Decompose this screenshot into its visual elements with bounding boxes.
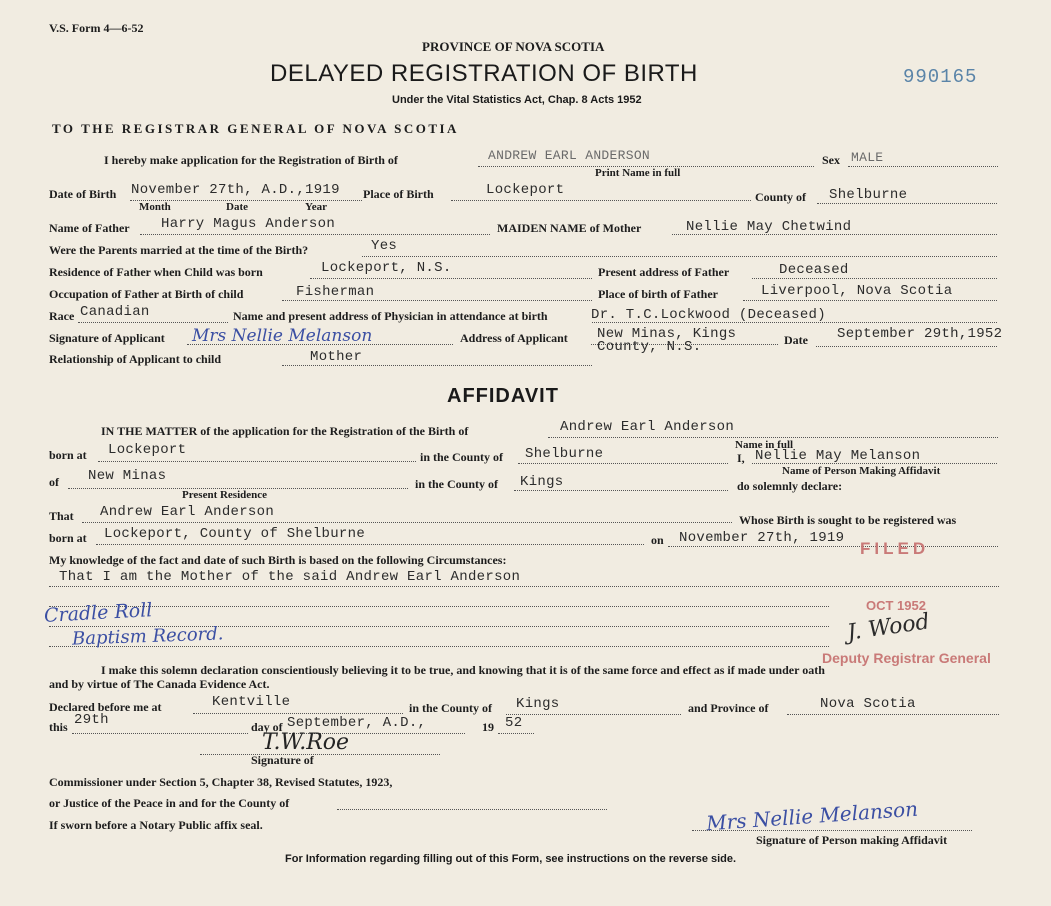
father-birthplace-label: Place of birth of Father <box>598 287 718 301</box>
matter-line <box>548 437 998 438</box>
pob-value: Lockeport <box>486 182 565 198</box>
note-cradle-roll: Cradle Roll <box>43 599 153 627</box>
i-label: I, <box>737 451 745 465</box>
father-line <box>140 234 490 235</box>
date-line <box>816 346 997 347</box>
residence-value: Lockeport, N.S. <box>321 260 452 276</box>
solemnly-label: do solemnly declare: <box>737 479 843 493</box>
county-1-label: in the County of <box>420 450 504 464</box>
present-addr-line <box>752 278 997 279</box>
day-value: 29th <box>74 712 109 728</box>
sex-label: Sex <box>822 153 840 167</box>
present-residence-caption: Present Residence <box>182 489 268 501</box>
occupation-label: Occupation of Father at Birth of child <box>49 287 244 301</box>
affiant-caption: Name of Person Making Affidavit <box>782 465 941 477</box>
declared-at-label: Declared before me at <box>49 700 162 714</box>
this-label: this <box>49 720 68 734</box>
on-value: November 27th, 1919 <box>679 530 845 546</box>
addressee: TO THE REGISTRAR GENERAL OF NOVA SCOTIA <box>52 121 459 136</box>
year-caption: Year <box>305 201 327 213</box>
race-value: Canadian <box>80 304 150 320</box>
county-label: County of <box>755 190 807 204</box>
commissioner-sig-line <box>200 754 440 755</box>
day-line <box>72 733 248 734</box>
serial-number: 990165 <box>903 66 978 88</box>
justice-text: or Justice of the Peace in and for the County of <box>49 796 290 810</box>
print-name-caption: Print Name in full <box>595 167 681 179</box>
date-label: Date <box>784 333 808 347</box>
declaration-line-1: I make this solemn declaration conscientiously believing it to be true, and knowing that it is of the same force and effect as if made under oath <box>101 663 825 677</box>
applicant-addr-line-2: County, N.S. <box>597 339 702 355</box>
relationship-value: Mother <box>310 349 363 365</box>
filed-stamp: FILED <box>860 539 930 558</box>
applicant-addr-line-1: New Minas, Kings <box>597 326 737 342</box>
justice-line <box>337 809 607 810</box>
that-label: That <box>49 509 74 523</box>
signature-label: Signature of Applicant <box>49 331 165 345</box>
signature-of-caption: Signature of <box>251 753 314 767</box>
father-birthplace-value: Liverpool, Nova Scotia <box>761 283 953 299</box>
intro-label: I hereby make application for the Registration of Birth of <box>104 153 398 167</box>
race-line <box>78 322 228 323</box>
county-3-value: Kings <box>516 696 560 712</box>
circumstances-line-1 <box>49 586 999 587</box>
county-2-line <box>514 490 728 491</box>
born-at-2-label: born at <box>49 531 87 545</box>
occupation-value: Fisherman <box>296 284 375 300</box>
county-1-value: Shelburne <box>525 446 604 462</box>
commissioner-signature: T.W.Roe <box>262 730 350 755</box>
year-value: 52 <box>505 715 523 731</box>
relationship-line <box>282 365 592 366</box>
affiant-value: Nellie May Melanson <box>755 448 921 464</box>
form-subtitle: Under the Vital Statistics Act, Chap. 8 Acts 1952 <box>392 94 642 106</box>
footer-note: For Information regarding filling out of this Form, see instructions on the reverse side. <box>285 853 737 865</box>
province-label: and Province of <box>688 701 769 715</box>
notary-text: If sworn before a Notary Public affix seal. <box>49 818 263 832</box>
affiant-sig-line <box>692 830 972 831</box>
county-value: Shelburne <box>829 187 908 203</box>
declaration-line-2: and by virtue of The Canada Evidence Act. <box>49 677 270 691</box>
physician-value: Dr. T.C.Lockwood (Deceased) <box>591 307 826 323</box>
sex-value: MALE <box>851 150 884 165</box>
father-birthplace-line <box>743 300 997 301</box>
occupation-line <box>282 300 592 301</box>
born-at-line <box>98 461 416 462</box>
residence-label: Residence of Father when Child was born <box>49 265 263 279</box>
that-line <box>82 522 732 523</box>
present-addr-label: Present address of Father <box>598 265 730 279</box>
pob-line <box>451 200 751 201</box>
pob-label: Place of Birth <box>363 187 434 201</box>
province-value: Nova Scotia <box>820 696 916 712</box>
applicant-addr-label: Address of Applicant <box>460 331 568 345</box>
county-3-line <box>506 714 681 715</box>
race-label: Race <box>49 309 75 323</box>
affiant-sig-caption: Signature of Person making Affidavit <box>756 833 948 847</box>
month-value: September, A.D., <box>287 715 427 731</box>
province-heading: PROVINCE OF NOVA SCOTIA <box>422 39 605 54</box>
form-id: V.S. Form 4—6-52 <box>49 21 144 35</box>
sex-line <box>848 166 998 167</box>
year-prefix: 19 <box>482 720 494 734</box>
physician-label: Name and present address of Physician in attendance at birth <box>233 309 548 323</box>
name-full-caption: Name in full <box>735 439 794 451</box>
dob-value: November 27th, A.D.,1919 <box>131 182 340 198</box>
month-caption: Month <box>139 201 171 213</box>
of-label: of <box>49 475 59 489</box>
on-line <box>668 546 998 547</box>
date-caption: Date <box>226 201 248 213</box>
commissioner-text: Commissioner under Section 5, Chapter 38, Revised Statutes, 1923, <box>49 775 393 789</box>
present-addr-value: Deceased <box>779 262 849 278</box>
born-at-value: Lockeport <box>108 442 187 458</box>
on-label: on <box>651 533 664 547</box>
county-2-label: in the County of <box>415 477 499 491</box>
residence-line <box>310 278 592 279</box>
of-value: New Minas <box>88 468 167 484</box>
date-value: September 29th,1952 <box>837 326 1003 342</box>
county-line <box>817 203 997 204</box>
circumstances-value: That I am the Mother of the said Andrew Earl Anderson <box>59 569 521 585</box>
that-value: Andrew Earl Anderson <box>100 504 275 520</box>
deputy-signature: J. Wood <box>845 609 932 646</box>
declared-at-value: Kentville <box>212 694 291 710</box>
county-1-line <box>518 463 728 464</box>
child-name-value: ANDREW EARL ANDERSON <box>488 148 651 163</box>
knowledge-label: My knowledge of the fact and date of such Birth is based on the following Circumstances: <box>49 553 507 567</box>
father-value: Harry Magus Anderson <box>161 216 336 232</box>
year-line <box>498 733 534 734</box>
matter-value: Andrew Earl Anderson <box>560 419 735 435</box>
county-2-value: Kings <box>520 474 564 490</box>
affidavit-heading: AFFIDAVIT <box>447 385 559 407</box>
province-line <box>787 714 999 715</box>
relationship-label: Relationship of Applicant to child <box>49 352 222 366</box>
married-label: Were the Parents married at the time of the Birth? <box>49 243 309 257</box>
form-title: DELAYED REGISTRATION OF BIRTH <box>270 60 698 87</box>
born-at-label: born at <box>49 448 87 462</box>
circumstances-line-2 <box>49 606 829 607</box>
declared-at-line <box>193 713 403 714</box>
applicant-signature: Mrs Nellie Melanson <box>192 326 373 346</box>
married-value: Yes <box>371 238 398 254</box>
mother-label: MAIDEN NAME of Mother <box>497 221 642 235</box>
father-label: Name of Father <box>49 221 130 235</box>
stamp-date: OCT 1952 <box>866 598 926 613</box>
married-line <box>362 256 997 257</box>
matter-label: IN THE MATTER of the application for the Registration of the Birth of <box>101 424 469 438</box>
born-at-2-line <box>96 544 644 545</box>
affiant-signature: Mrs Nellie Melanson <box>705 796 919 836</box>
mother-value: Nellie May Chetwind <box>686 219 852 235</box>
day-of-label: day of <box>251 720 283 734</box>
note-baptism-record: Baptism Record. <box>71 623 224 650</box>
born-at-2-value: Lockeport, County of Shelburne <box>104 526 366 542</box>
whose-birth-label: Whose Birth is sought to be registered was <box>739 513 957 527</box>
county-3-label: in the County of <box>409 701 493 715</box>
deputy-registrar-stamp: Deputy Registrar General <box>822 650 991 666</box>
dob-label: Date of Birth <box>49 187 117 201</box>
